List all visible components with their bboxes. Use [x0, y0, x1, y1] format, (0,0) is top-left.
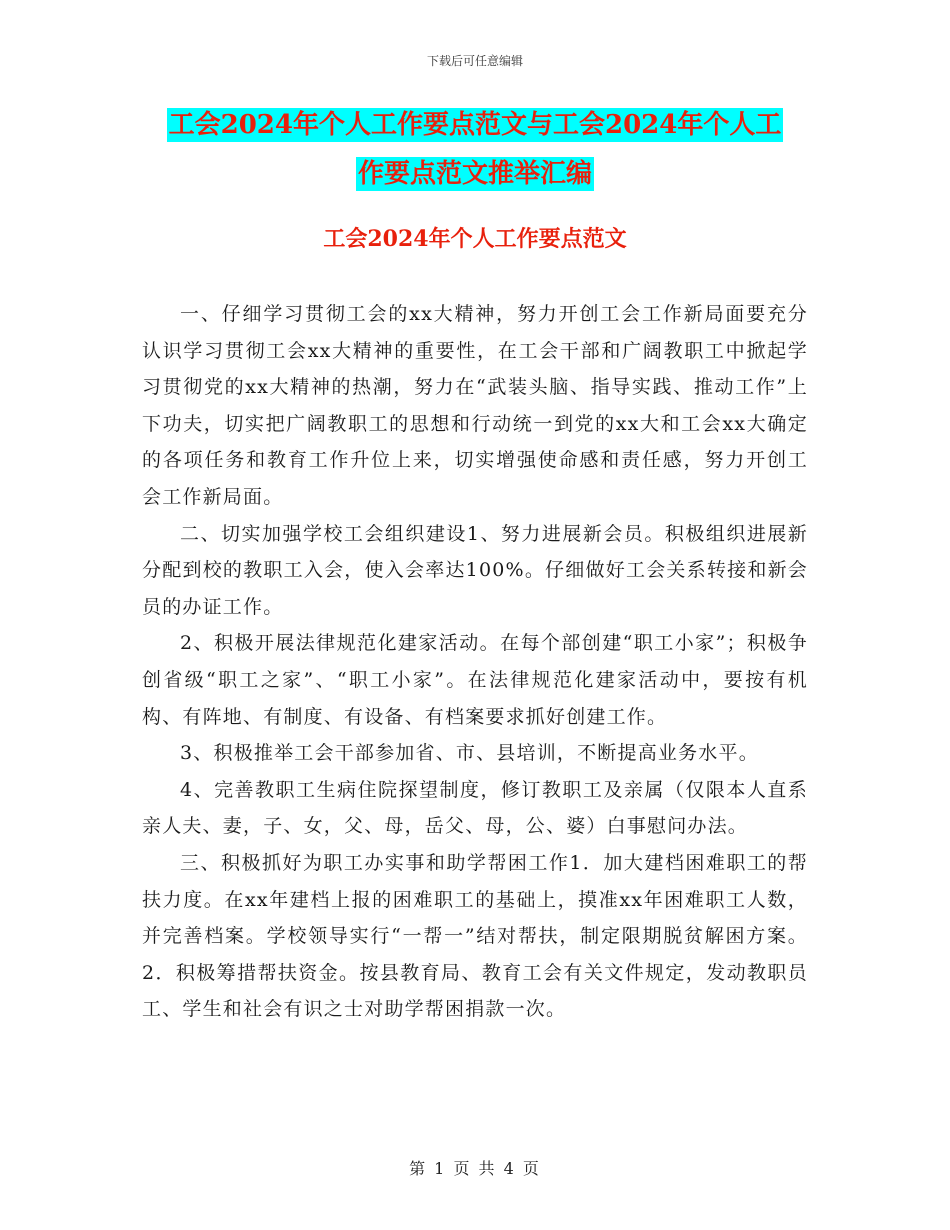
paragraph-3: 2、积极开展法律规范化建家活动。在每个部创建“职工小家”；积极争创省级“职工之家”、“职工小家”。在法律规范化建家活动中，要按有机构、有阵地、有制度、有设备、有档案要求抓好创建工作。 [142, 632, 808, 728]
paragraph-5: 4、完善教职工生病住院探望制度，修订教职工及亲属（仅限本人直系亲人夫、妻，子、女，父、母，岳父、母，公、婆）白事慰问办法。 [142, 778, 808, 838]
section-subtitle: 工会2024年个人工作要点范文 [323, 226, 627, 252]
title-line-1: 工会2024年个人工作要点范文与工会2024年个人工 [168, 110, 782, 140]
page-header-note: 下载后可任意编辑 [426, 54, 523, 68]
document-title [0, 108, 950, 206]
title-line-2: 作要点范文推举汇编 [357, 159, 592, 189]
page-number: 第 1 页 共 4 页 [409, 1159, 541, 1178]
paragraph-4: 3、积极推举工会干部参加省、市、县培训，不断提高业务水平。 [180, 742, 759, 765]
paragraph-2: 二、切实加强学校工会组织建设1、努力进展新会员。积极组织进展新分配到校的教职工入会，使入会率达100%。仔细做好工会关系转接和新会员的办证工作。 [142, 522, 808, 618]
body-text [142, 296, 808, 1028]
paragraph-6: 三、积极抓好为职工办实事和助学帮困工作1．加大建档困难职工的帮扶力度。在xx年建档上报的困难职工的基础上，摸准xx年困难职工人数，并完善档案。学校领导实行“一帮一”结对帮扶，制定限期脱贫解困方案。2．积极筹措帮扶资金。按县教育局、教育工会有关文件规定，发动教职员工、学生和社会有识之士对助学帮困捐款一次。 [142, 851, 808, 1021]
paragraph-1: 一、仔细学习贯彻工会的xx大精神，努力开创工会工作新局面要充分认识学习贯彻工会xx大精神的重要性，在工会干部和广阔教职工中掀起学习贯彻党的xx大精神的热潮，努力在“武装头脑、指导实践、推动工作”上下功夫，切实把广阔教职工的思想和行动统一到党的xx大和工会xx大确定的各项任务和教育工作升位上来，切实增强使命感和责任感，努力开创工会工作新局面。 [142, 303, 808, 508]
